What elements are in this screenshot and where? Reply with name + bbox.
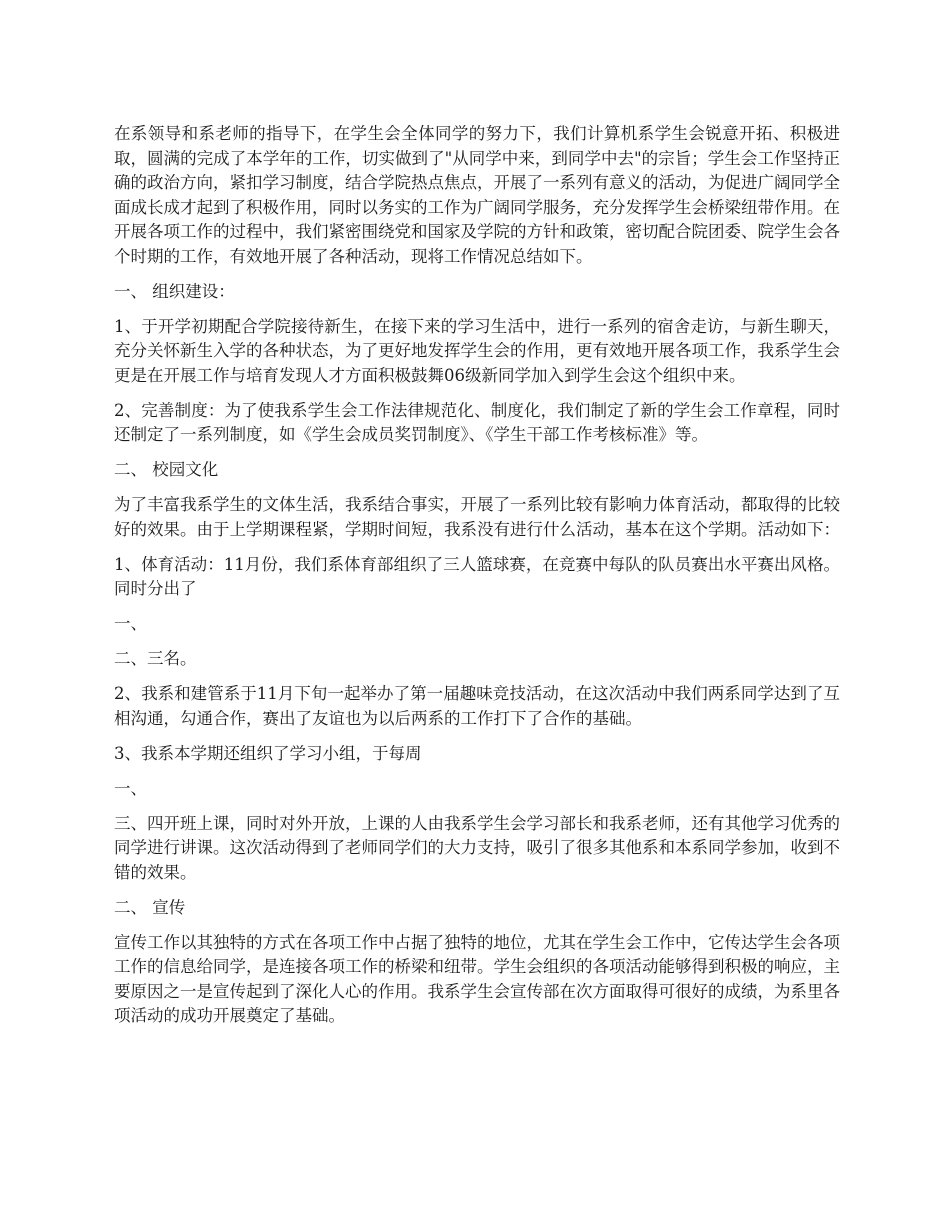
paragraph-sports-activity: 1、体育活动：11月份，我们系体育部组织了三人篮球赛，在竞赛中每队的队员赛出水平赛出风格。同时分出了	[114, 554, 840, 598]
section-heading-organization: 一、 组织建设：	[114, 281, 235, 301]
paragraph-study-group: 3、我系本学期还组织了学习小组，于每周	[114, 743, 422, 763]
paragraph-new-students: 1、于开学初期配合学院接待新生，在接下来的学习生活中，进行一系列的宿舍走访，与新生聊天，充分关怀新生入学的各种状态，为了更好地发挥学生会的作用，更有效地开展各项工作，我系学生会更是在开展工作与培育发现人才方面积极鼓舞06级新同学加入到学生会这个组织中来。	[114, 316, 840, 385]
paragraph-classes: 三、四开班上课，同时对外开放，上课的人由我系学生会学习部长和我系老师，还有其他学习优秀的同学进行讲课。这次活动得到了老师同学们的大力支持，吸引了很多其他系和本系同学参加，收到不错的效果。	[114, 813, 840, 882]
paragraph-joint-competition: 2、我系和建管系于11月下旬一起举办了第一届趣味竞技活动，在这次活动中我们两系同学达到了互相沟通，勾通合作，赛出了友谊也为以后两系的工作打下了合作的基础。	[114, 684, 840, 728]
list-fragment-second-third: 二、三名。	[114, 649, 197, 668]
section-heading-publicity: 二、 宣传	[114, 897, 186, 917]
paragraph-campus-culture-intro: 为了丰富我系学生的文体生活，我系结合事实，开展了一系列比较有影响力体育活动，都取得的比较好的效果。由于上学期课程紧，学期时间短，我系没有进行什么活动，基本在这个学期。活动如下：	[114, 495, 840, 539]
list-fragment-first: 一、	[114, 614, 147, 633]
paragraph-improve-rules: 2、完善制度：为了使我系学生会工作法律规范化、制度化，我们制定了新的学生会工作章程，同时还制定了一系列制度，如《学生会成员奖罚制度》、《学生干部工作考核标准》等。	[114, 400, 840, 444]
section-heading-campus-culture: 二、 校园文化	[114, 460, 219, 479]
document-body	[114, 122, 840, 1039]
list-fragment-monday: 一、	[114, 778, 147, 798]
paragraph-publicity: 宣传工作以其独特的方式在各项工作中占据了独特的地位，尤其在学生会工作中，它传达学生会各项工作的信息给同学，是连接各项工作的桥梁和纽带。学生会组织的各项活动能够得到积极的响应，主要原因之一是宣传起到了深化人心的作用。我系学生会宣传部在次方面取得可很好的成绩，为系里各项活动的成功开展奠定了基础。	[114, 932, 840, 1025]
intro-paragraph: 在系领导和系老师的指导下，在学生会全体同学的努力下，我们计算机系学生会锐意开拓、积极进取，圆满的完成了本学年的工作，切实做到了"从同学中来，到同学中去"的宗旨；学生会工作坚持正确的政治方向，紧扣学习制度，结合学院热点焦点，开展了一系列有意义的活动，为促进广阔同学全面成长成才起到了积极作用，同时以务实的工作为广阔同学服务，充分发挥学生会桥梁纽带作用。在开展各项工作的过程中，我们紧密围绕党和国家及学院的方针和政策，密切配合院团委、院学生会各个时期的工作，有效地开展了各种活动，现将工作情况总结如下。	[114, 124, 840, 266]
